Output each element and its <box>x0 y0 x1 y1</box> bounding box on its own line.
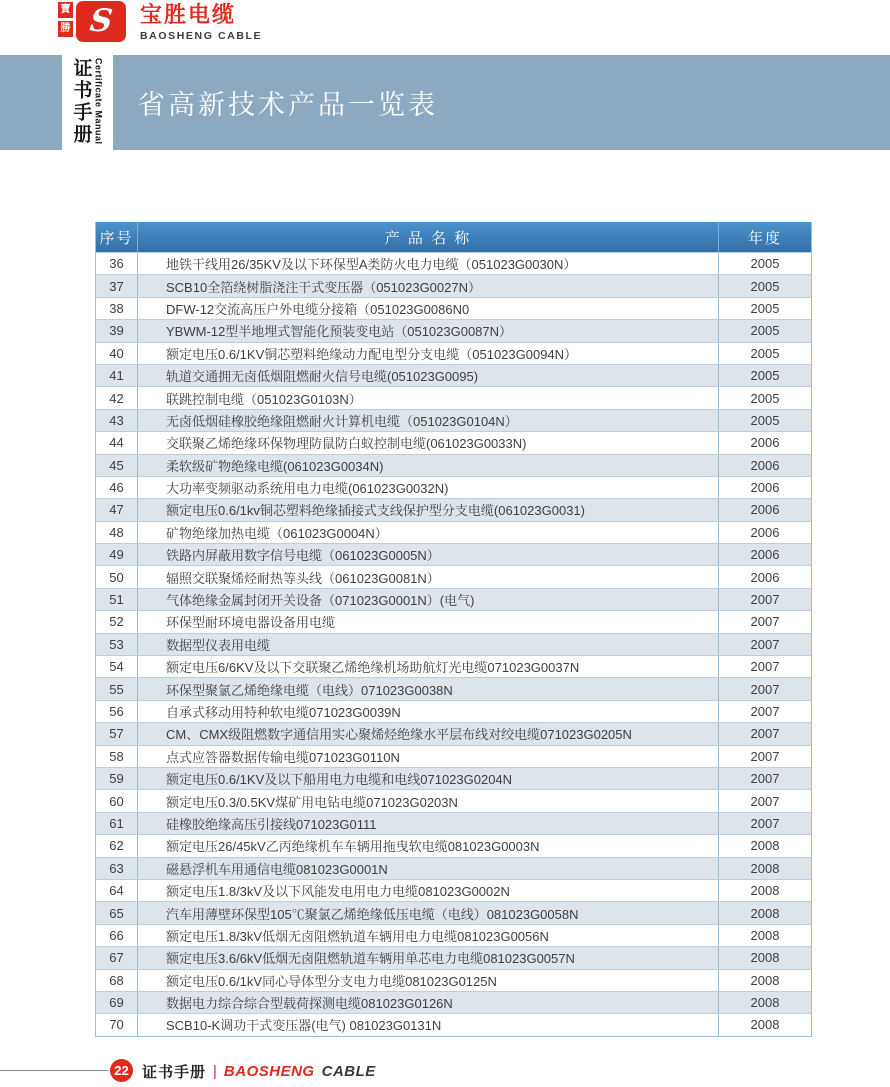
table-row <box>96 454 811 476</box>
row-number-cell: 67 <box>96 947 138 968</box>
row-number-cell: 57 <box>96 723 138 744</box>
row-number-cell: 47 <box>96 499 138 520</box>
year-cell: 2006 <box>718 432 811 453</box>
table-row <box>96 633 811 655</box>
year-cell: 2007 <box>718 813 811 834</box>
table-row <box>96 274 811 296</box>
table-row <box>96 476 811 498</box>
sidebar-label-english: Certificate Manual <box>93 58 104 145</box>
logo-seal-tab <box>58 2 73 37</box>
row-number-cell: 37 <box>96 275 138 296</box>
row-number-cell: 64 <box>96 880 138 901</box>
column-header-product-name: 产 品 名 称 <box>384 229 472 247</box>
product-name-cell: 辐照交联聚烯烃耐热等头线（061023G0081N） <box>166 570 440 586</box>
year-cell: 2008 <box>718 992 811 1013</box>
footer-rule-line <box>0 1070 108 1071</box>
company-name-english: BAOSHENG CABLE <box>140 30 263 43</box>
year-cell: 2005 <box>718 253 811 274</box>
product-name-cell: 大功率变频驱动系统用电力电缆(061023G0032N) <box>166 481 449 497</box>
table-body <box>96 252 811 1036</box>
row-number-cell: 61 <box>96 813 138 834</box>
table-row <box>96 319 811 341</box>
table-row <box>96 969 811 991</box>
row-number-cell: 45 <box>96 455 138 476</box>
year-cell: 2007 <box>718 656 811 677</box>
row-number-cell: 62 <box>96 835 138 856</box>
year-cell: 2007 <box>718 611 811 632</box>
table-row <box>96 565 811 587</box>
product-name-cell: SCB10全箔绕树脂浇注干式变压器（051023G0027N） <box>166 279 481 295</box>
row-number-cell: 48 <box>96 522 138 543</box>
year-cell: 2006 <box>718 477 811 498</box>
year-cell: 2008 <box>718 1014 811 1035</box>
baosheng-logo-icon <box>76 1 126 42</box>
table-row <box>96 386 811 408</box>
product-name-cell: 自承式移动用特种软电缆071023G0039N <box>166 705 401 720</box>
row-number-cell: 42 <box>96 387 138 408</box>
row-number-cell: 39 <box>96 320 138 341</box>
table-row <box>96 901 811 923</box>
row-number-cell: 56 <box>96 701 138 722</box>
table-row <box>96 588 811 610</box>
table-row <box>96 1013 811 1035</box>
row-number-cell: 52 <box>96 611 138 632</box>
page-number-badge: 22 <box>110 1059 133 1082</box>
footer-text <box>142 1061 376 1082</box>
table-row <box>96 342 811 364</box>
table-row <box>96 879 811 901</box>
year-cell: 2007 <box>718 790 811 811</box>
product-name-cell: 环保型聚氯乙烯绝缘电缆（电线）071023G0038N <box>166 682 453 698</box>
column-header-year: 年度 <box>718 222 811 252</box>
banner <box>113 55 890 150</box>
row-number-cell: 55 <box>96 678 138 699</box>
product-name-cell: 联跳控制电缆（051023G0103N） <box>166 391 362 407</box>
product-name-cell: 环保型耐环境电器设备用电缆 <box>166 615 336 631</box>
year-cell: 2006 <box>718 522 811 543</box>
row-number-cell: 68 <box>96 970 138 991</box>
table-row <box>96 991 811 1013</box>
footer-brand-baosheng: BAOSHENG <box>223 1063 315 1080</box>
table-row <box>96 767 811 789</box>
footer-separator: | <box>213 1063 217 1080</box>
row-number-cell: 49 <box>96 544 138 565</box>
year-cell: 2005 <box>718 387 811 408</box>
year-cell: 2007 <box>718 768 811 789</box>
product-name-cell: 额定电压0.6/1KV及以下船用电力电缆和电线071023G0204N <box>166 772 513 788</box>
row-number-cell: 46 <box>96 477 138 498</box>
product-name-cell: 点式应答器数据传输电缆071023G0110N <box>166 749 400 765</box>
table-row <box>96 700 811 722</box>
table-row <box>96 364 811 386</box>
year-cell: 2008 <box>718 970 811 991</box>
year-cell: 2005 <box>718 343 811 364</box>
sidebar-label-chinese: 证书手册 <box>70 58 92 146</box>
product-name-cell: YBWM-12型半地埋式智能化预装变电站（051023G0087N） <box>166 324 513 340</box>
table-row <box>96 252 811 274</box>
year-cell: 2006 <box>718 455 811 476</box>
year-cell: 2006 <box>718 544 811 565</box>
logo-seal-char-bottom: 勝 <box>58 21 73 37</box>
row-number-cell: 38 <box>96 298 138 319</box>
table-row <box>96 431 811 453</box>
year-cell: 2007 <box>718 678 811 699</box>
product-name-cell: 额定电压1.8/3kV及以下风能发电用电力电缆081023G0002N <box>166 884 510 900</box>
row-number-cell: 41 <box>96 365 138 386</box>
table-row <box>96 498 811 520</box>
year-cell: 2008 <box>718 947 811 968</box>
product-name-cell: 额定电压0.6/1kv铜芯塑料绝缘插接式支线保护型分支电缆(061023G0031) <box>166 503 585 519</box>
row-number-cell: 63 <box>96 858 138 879</box>
table-row <box>96 812 811 834</box>
products-table <box>95 222 812 1037</box>
column-header-number: 序号 <box>96 222 138 252</box>
table-header-row <box>96 222 811 252</box>
product-name-cell: 额定电压0.6/1KV铜芯塑料绝缘动力配电型分支电缆（051023G0094N） <box>166 346 578 362</box>
year-cell: 2008 <box>718 925 811 946</box>
sidebar-label <box>62 55 113 150</box>
table-row <box>96 543 811 565</box>
product-name-cell: 矿物绝缘加热电缆（061023G0004N） <box>166 525 388 541</box>
year-cell: 2005 <box>718 320 811 341</box>
row-number-cell: 36 <box>96 253 138 274</box>
year-cell: 2007 <box>718 701 811 722</box>
year-cell: 2007 <box>718 746 811 767</box>
row-number-cell: 70 <box>96 1014 138 1035</box>
table-row <box>96 677 811 699</box>
table-row <box>96 834 811 856</box>
row-number-cell: 58 <box>96 746 138 767</box>
footer-label-chinese: 证书手册 <box>142 1064 207 1081</box>
table-row <box>96 409 811 431</box>
table-row <box>96 722 811 744</box>
row-number-cell: 66 <box>96 925 138 946</box>
row-number-cell: 54 <box>96 656 138 677</box>
product-name-cell: 额定电压3.6/6kV低烟无卤阻燃轨道车辆用单芯电力电缆081023G0057N <box>166 951 575 967</box>
product-name-cell: 汽车用薄壁环保型105℃聚氯乙烯绝缘低压电缆（电线）081023G0058N <box>166 906 579 922</box>
year-cell: 2006 <box>718 499 811 520</box>
table-row <box>96 655 811 677</box>
row-number-cell: 53 <box>96 634 138 655</box>
product-name-cell: 地铁干线用26/35KV及以下环保型A类防火电力电缆（051023G0030N） <box>166 257 577 273</box>
year-cell: 2007 <box>718 589 811 610</box>
year-cell: 2008 <box>718 835 811 856</box>
logo-s-emblem: S <box>87 3 115 39</box>
table-row <box>96 745 811 767</box>
year-cell: 2006 <box>718 566 811 587</box>
product-name-cell: 磁悬浮机车用通信电缆081023G0001N <box>166 861 388 877</box>
product-name-cell: 柔软级矿物绝缘电缆(061023G0034N) <box>166 458 384 474</box>
row-number-cell: 40 <box>96 343 138 364</box>
table-row <box>96 789 811 811</box>
row-number-cell: 43 <box>96 410 138 431</box>
product-name-cell: 无卤低烟硅橡胶绝缘阻燃耐火计算机电缆（051023G0104N） <box>166 413 518 429</box>
product-name-cell: 额定电压26/45kV乙丙绝缘机车车辆用拖曳软电缆081023G0003N <box>166 839 540 855</box>
row-number-cell: 44 <box>96 432 138 453</box>
table-row <box>96 297 811 319</box>
product-name-cell: 数据电力综合综合型载荷探测电缆081023G0126N <box>166 996 453 1012</box>
row-number-cell: 51 <box>96 589 138 610</box>
row-number-cell: 50 <box>96 566 138 587</box>
table-row <box>96 521 811 543</box>
company-name-chinese: 宝胜电缆 <box>140 2 237 27</box>
product-name-cell: 气体绝缘金属封闭开关设备（071023G0001N）(电气) <box>166 593 475 609</box>
logo-seal-char-top: 寶 <box>58 2 73 18</box>
page-title: 省高新技术产品一览表 <box>138 90 438 120</box>
product-name-cell: 交联聚乙烯绝缘环保物理防鼠防白蚁控制电缆(061023G0033N) <box>166 436 527 452</box>
year-cell: 2008 <box>718 880 811 901</box>
table-row <box>96 610 811 632</box>
row-number-cell: 60 <box>96 790 138 811</box>
product-name-cell: DFW-12交流高压户外电缆分接箱（051023G0086N0 <box>166 301 470 317</box>
logo-text-block <box>140 3 262 42</box>
footer-brand-cable: CABLE <box>321 1063 376 1080</box>
table-row <box>96 857 811 879</box>
product-name-cell: 轨道交通拥无卤低烟阻燃耐火信号电缆(051023G0095) <box>166 369 479 385</box>
product-name-cell: 数据型仪表用电缆 <box>166 637 271 653</box>
table-row <box>96 946 811 968</box>
row-number-cell: 59 <box>96 768 138 789</box>
year-cell: 2005 <box>718 365 811 386</box>
year-cell: 2005 <box>718 275 811 296</box>
year-cell: 2007 <box>718 723 811 744</box>
product-name-cell: 额定电压1.8/3kV低烟无卤阻燃轨道车辆用电力电缆081023G0056N <box>166 928 549 944</box>
row-number-cell: 69 <box>96 992 138 1013</box>
product-name-cell: 额定电压6/6KV及以下交联聚乙烯绝缘机场助航灯光电缆071023G0037N <box>166 660 580 676</box>
banner-left-block <box>0 55 62 150</box>
year-cell: 2008 <box>718 858 811 879</box>
year-cell: 2008 <box>718 902 811 923</box>
product-name-cell: SCB10-K调功干式变压器(电气) 081023G0131N <box>166 1018 442 1034</box>
table-row <box>96 924 811 946</box>
product-name-cell: 额定电压0.6/1kV同心导体型分支电力电缆081023G0125N <box>166 973 497 989</box>
product-name-cell: 铁路内屏蔽用数字信号电缆（061023G0005N） <box>166 548 440 564</box>
row-number-cell: 65 <box>96 902 138 923</box>
year-cell: 2007 <box>718 634 811 655</box>
year-cell: 2005 <box>718 298 811 319</box>
year-cell: 2005 <box>718 410 811 431</box>
product-name-cell: 硅橡胶绝缘高压引接线071023G0111 <box>166 816 377 832</box>
product-name-cell: CM、CMX级阻燃数字通信用实心聚烯烃绝缘水平层布线对绞电缆071023G0205N <box>166 727 632 743</box>
product-name-cell: 额定电压0.3/0.5KV煤矿用电钻电缆071023G0203N <box>166 794 458 810</box>
